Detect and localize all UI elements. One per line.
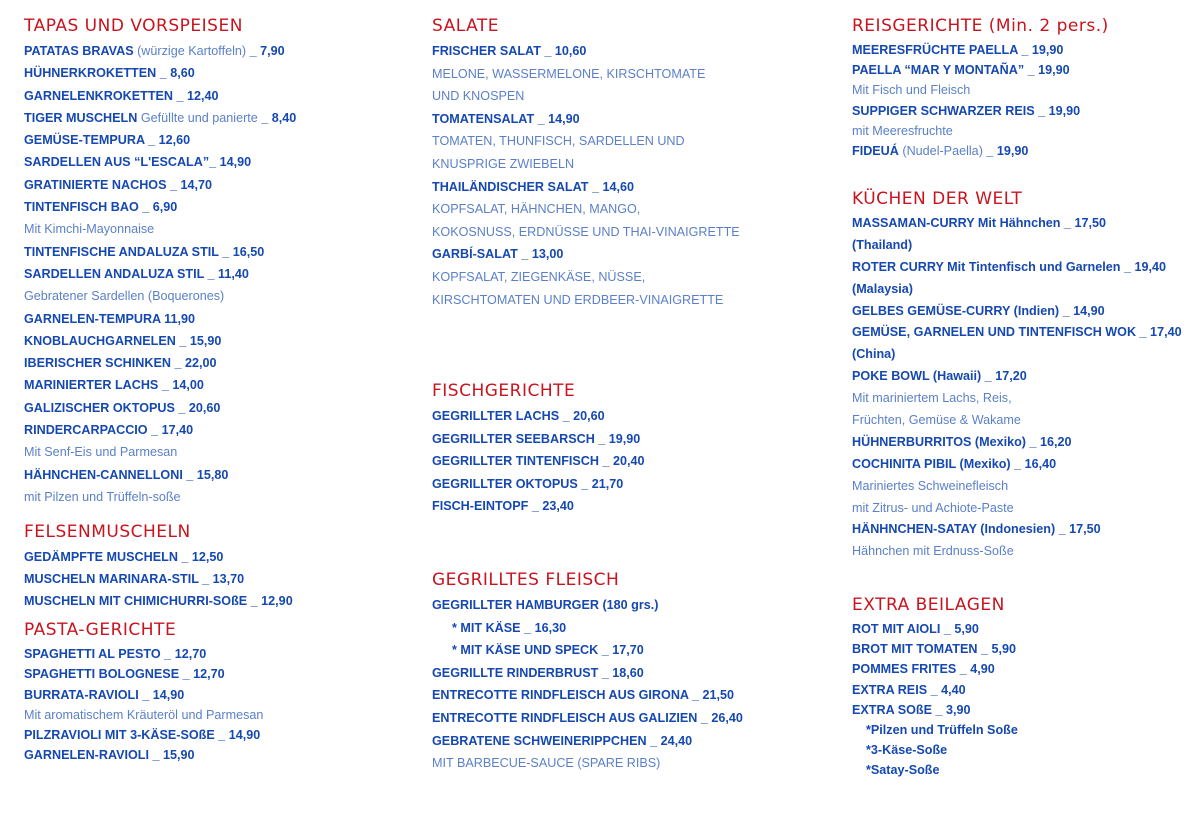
menu-item-name: GARBÍ-SALAT _ 13,00 [432, 247, 564, 262]
menu-item [852, 366, 1182, 388]
section-title-salate: SALATE [432, 16, 500, 36]
section-lines [24, 546, 293, 612]
menu-item-name: GEDÄMPFTE MUSCHELN _ 12,50 [24, 550, 224, 564]
menu-item [852, 720, 1018, 740]
section-fischgerichte [432, 377, 645, 518]
menu-item [852, 279, 1182, 301]
menu-item [852, 101, 1109, 121]
menu-item-name: SARDELLEN AUS “L'ESCALA”_ 14,90 [24, 155, 252, 170]
menu-item-name: GARNELEN-RAVIOLI _ 15,90 [24, 748, 195, 763]
menu-item-name: SARDELLEN ANDALUZA STIL _ 11,40 [24, 266, 249, 281]
menu-item-name: FIDEUÁ [852, 143, 899, 158]
menu-item-name: HÄNHNCHEN-SATAY (Indonesien) _ 17,50 [852, 522, 1101, 537]
menu-item-description: KOPFSALAT, HÄHNCHEN, MANGO, [432, 202, 641, 217]
menu-item-name: GEGRILLTER OKTOPUS _ 21,70 [432, 476, 624, 491]
menu-item-name: ENTRECOTTE RINDFLEISCH AUS GALIZIEN _ 26,40 [432, 710, 743, 725]
menu-item-name: SPAGHETTI BOLOGNESE _ 12,70 [24, 667, 225, 682]
menu-item-name: ENTRECOTTE RINDFLEISCH AUS GIRONA _ 21,50 [432, 688, 735, 703]
menu-item-name: PAELLA “MAR Y MONTAÑA” _ 19,90 [852, 63, 1070, 78]
menu-item-name: (Thailand) [852, 237, 913, 252]
menu-item [852, 344, 1182, 366]
menu-item [852, 760, 1018, 780]
menu-item [852, 235, 1182, 257]
section-felsenmuscheln [24, 518, 293, 612]
section-extra-beilagen [852, 591, 1018, 781]
menu-item-description: KOPFSALAT, ZIEGENKÄSE, NÜSSE, [432, 269, 646, 284]
menu-item-price: _ 8,40 [261, 110, 297, 125]
menu-item [24, 725, 263, 745]
menu-item-name: MUSCHELN MARINARA-STIL _ 13,70 [24, 572, 245, 586]
menu-item [24, 419, 296, 441]
menu-item [852, 659, 1018, 679]
menu-item-description: Hähnchen mit Erdnuss-Soße [852, 544, 1014, 559]
menu-item-name: PATATAS BRAVAS [24, 44, 134, 58]
section-title-reisgerichte: REISGERICHTE (Min. 2 pers.) [852, 16, 1109, 36]
menu-item [432, 684, 743, 707]
menu-item-name: TIGER MUSCHELN [24, 110, 138, 125]
menu-item-inline-description: (Nudel-Paella) [898, 143, 987, 158]
menu-item-name: SPAGHETTI AL PESTO _ 12,70 [24, 647, 207, 661]
menu-item [24, 685, 263, 705]
menu-item-name: * MIT KÄSE _ 16,30 [452, 620, 567, 635]
menu-item-description: Mariniertes Schweinefleisch [852, 478, 1009, 493]
menu-item-description: KNUSPRIGE ZWIEBELN [432, 156, 575, 171]
menu-item-description: TOMATEN, THUNFISCH, SARDELLEN UND [432, 134, 685, 149]
menu-item [852, 519, 1182, 541]
menu-item [852, 322, 1182, 344]
menu-item-name: ROT MIT AIOLI _ 5,90 [852, 622, 979, 636]
menu-item [432, 243, 740, 266]
menu-item-description: Früchten, Gemüse & Wakame [852, 413, 1021, 428]
menu-item-name: GEMÜSE, GARNELEN UND TINTENFISCH WOK _ 17,40 [852, 325, 1182, 340]
menu-item [432, 495, 645, 518]
menu-item-name: TINTENFISCHE ANDALUZA STIL _ 16,50 [24, 244, 265, 259]
menu-item [24, 397, 296, 419]
menu-item-description: Mit mariniertem Lachs, Reis, [852, 391, 1012, 406]
menu-item-name: * MIT KÄSE UND SPECK _ 17,70 [452, 643, 644, 658]
section-pasta [24, 616, 263, 766]
menu-item [24, 568, 293, 590]
menu-item [852, 257, 1182, 279]
menu-item [852, 454, 1182, 476]
menu-item-name: GEGRILLTER TINTENFISCH _ 20,40 [432, 454, 645, 469]
section-lines [852, 40, 1109, 161]
menu-item-name: HÜHNERBURRITOS (Mexiko) _ 16,20 [852, 434, 1072, 449]
menu-item [24, 745, 263, 765]
section-title-fischgerichte: FISCHGERICHTE [432, 381, 576, 401]
menu-item [24, 241, 296, 263]
menu-item [852, 639, 1018, 659]
menu-item-name: GALIZISCHER OKTOPUS _ 20,60 [24, 400, 221, 415]
menu-item-description: KOKOSNUSS, ERDNÜSSE UND THAI-VINAIGRETTE [432, 224, 740, 239]
menu-item-name: GEMÜSE-TEMPURA _ 12,60 [24, 133, 191, 148]
menu-item [852, 619, 1018, 639]
menu-item-name: EXTRA REIS _ 4,40 [852, 682, 966, 697]
menu-item [852, 40, 1109, 60]
menu-item [432, 473, 645, 496]
menu-item [24, 151, 296, 173]
menu-item [24, 664, 263, 684]
menu-item [24, 546, 293, 568]
menu-item-description: KIRSCHTOMATEN UND ERDBEER-VINAIGRETTE [432, 292, 724, 307]
menu-item-name: EXTRA SOßE _ 3,90 [852, 702, 971, 717]
menu-item-name: POMMES FRITES _ 4,90 [852, 662, 995, 677]
menu-item-name: POKE BOWL (Hawaii) _ 17,20 [852, 369, 1027, 384]
menu-item-description: Mit Fisch und Fleisch [852, 83, 971, 98]
menu-item-name: FISCH-EINTOPF _ 23,40 [432, 499, 574, 514]
menu-item-price: _ 19,90 [986, 143, 1029, 158]
menu-item-name: *3-Käse-Soße [866, 743, 948, 758]
menu-item [852, 680, 1018, 700]
menu-item-name: GEBRATENE SCHWEINERIPPCHEN _ 24,40 [432, 733, 693, 748]
menu-item [24, 330, 296, 352]
menu-item-name: GEGRILLTER HAMBURGER (180 grs.) [432, 598, 659, 612]
section-title-extra-beilagen: EXTRA BEILAGEN [852, 595, 1005, 615]
section-gegrilltes-fleisch [432, 566, 743, 775]
menu-item-description: UND KNOSPEN [432, 89, 525, 104]
menu-item [432, 40, 740, 63]
menu-item-name: THAILÄNDISCHER SALAT _ 14,60 [432, 179, 634, 194]
menu-item-name: GRATINIERTE NACHOS _ 14,70 [24, 177, 213, 192]
menu-item [432, 108, 740, 131]
menu-item-description: mit Pilzen und Trüffeln-soße [24, 489, 181, 504]
menu-item [24, 174, 296, 196]
menu-item-name: KNOBLAUCHGARNELEN _ 15,90 [24, 333, 222, 348]
menu-item-name: GEGRILLTE RINDERBRUST _ 18,60 [432, 665, 644, 680]
menu-item [432, 405, 645, 428]
menu-item [852, 740, 1018, 760]
menu-item [432, 662, 743, 685]
menu-item-description: mit Meeresfruchte [852, 123, 953, 138]
menu-item-inline-description: (würzige Kartoffeln) [133, 44, 250, 58]
section-reisgerichte [852, 12, 1109, 161]
menu-item-description: mit Zitrus- und Achiote-Paste [852, 500, 1014, 515]
menu-item-name: PILZRAVIOLI MIT 3-KÄSE-SOßE _ 14,90 [24, 728, 261, 743]
menu-item [24, 308, 296, 330]
menu-item-name: IBERISCHER SCHINKEN _ 22,00 [24, 356, 217, 371]
section-title-felsenmuscheln: FELSENMUSCHELN [24, 522, 191, 542]
menu-item-description: MELONE, WASSERMELONE, KIRSCHTOMATE [432, 66, 706, 81]
menu-item-name: HÄHNCHEN-CANNELLONI _ 15,80 [24, 467, 229, 482]
menu-item-price: _ 7,90 [249, 44, 285, 58]
menu-item-name: MASSAMAN-CURRY Mit Hähnchen _ 17,50 [852, 216, 1107, 230]
menu-item-name: (Malaysia) [852, 281, 913, 296]
menu-item-name: SUPPIGER SCHWARZER REIS _ 19,90 [852, 103, 1081, 118]
menu-item [24, 129, 296, 151]
section-kuechen-der-welt [852, 185, 1182, 563]
menu-item-name: MUSCHELN MIT CHIMICHURRI-SOßE _ 12,90 [24, 594, 293, 608]
menu-item-name: FRISCHER SALAT _ 10,60 [432, 44, 587, 58]
menu-item-name: *Pilzen und Trüffeln Soße [866, 722, 1018, 737]
menu-item [432, 176, 740, 199]
section-lines [432, 594, 743, 775]
section-lines [852, 619, 1018, 781]
menu-item-name: *Satay-Soße [866, 763, 940, 778]
section-lines [852, 213, 1182, 563]
section-lines [432, 405, 645, 518]
menu-item-name: MEERESFRÜCHTE PAELLA _ 19,90 [852, 43, 1064, 57]
menu-item [852, 301, 1182, 323]
menu-item-name: GEGRILLTER LACHS _ 20,60 [432, 409, 605, 423]
menu-item-description: Mit Senf-Eis und Parmesan [24, 445, 178, 460]
menu-item-name: GELBES GEMÜSE-CURRY (Indien) _ 14,90 [852, 303, 1105, 318]
section-title-kuechen-der-welt: KÜCHEN DER WELT [852, 189, 1023, 209]
menu-item-name: RINDERCARPACCIO _ 17,40 [24, 423, 194, 438]
menu-item [432, 639, 743, 662]
menu-item-inline-description: Gefüllte und panierte [137, 110, 262, 125]
menu-item-name: TINTENFISCH BAO _ 6,90 [24, 200, 178, 215]
menu-item [24, 196, 296, 218]
section-title-tapas: TAPAS UND VORSPEISEN [24, 16, 243, 36]
section-lines [24, 40, 296, 508]
menu-item-name: BURRATA-RAVIOLI _ 14,90 [24, 687, 185, 702]
section-salate [432, 12, 740, 311]
menu-item-name: BROT MIT TOMATEN _ 5,90 [852, 642, 1016, 657]
menu-item-name: GEGRILLTER SEEBARSCH _ 19,90 [432, 431, 641, 446]
menu-item-name: TOMATENSALAT _ 14,90 [432, 111, 580, 126]
section-title-gegrilltes-fleisch: GEGRILLTES FLEISCH [432, 570, 620, 590]
menu-item-description: MIT BARBECUE-SAUCE (SPARE RIBS) [432, 756, 661, 771]
menu-item-name: GARNELENKROKETTEN _ 12,40 [24, 88, 219, 103]
menu-item [24, 62, 296, 84]
menu-item-description: Gebratener Sardellen (Boquerones) [24, 289, 225, 304]
menu-item-name: ROTER CURRY Mit Tintenfisch und Garnelen _ 19,40 [852, 259, 1166, 274]
menu-item [432, 617, 743, 640]
section-title-pasta: PASTA-GERICHTE [24, 620, 177, 640]
menu-item-name: (China) [852, 347, 896, 362]
section-tapas [24, 12, 296, 508]
menu-item-name: GARNELEN-TEMPURA 11,90 [24, 311, 195, 326]
menu-item [852, 700, 1018, 720]
menu-item [24, 352, 296, 374]
menu-item [24, 374, 296, 396]
menu-item [432, 450, 645, 473]
menu-item-name: MARINIERTER LACHS _ 14,00 [24, 378, 204, 393]
menu-item [432, 428, 645, 451]
menu-item [24, 85, 296, 107]
menu-item [24, 40, 296, 62]
menu-item-description: Mit aromatischem Kräuteröl und Parmesan [24, 707, 264, 722]
menu-item [24, 464, 296, 486]
menu-item [432, 594, 743, 617]
menu-item [24, 644, 263, 664]
menu-item [432, 707, 743, 730]
menu-item-name: COCHINITA PIBIL (Mexiko) _ 16,40 [852, 456, 1057, 471]
menu-item [852, 432, 1182, 454]
menu-item-description: Mit Kimchi-Mayonnaise [24, 222, 155, 237]
menu-item [24, 107, 296, 129]
menu-item-name: HÜHNERKROKETTEN _ 8,60 [24, 66, 195, 81]
menu-item [24, 590, 293, 612]
menu-item [432, 730, 743, 753]
section-lines [24, 644, 263, 766]
menu-item [24, 263, 296, 285]
section-lines [432, 40, 740, 311]
menu-item [852, 141, 1109, 161]
menu-item [852, 213, 1182, 235]
menu-item [852, 60, 1109, 80]
